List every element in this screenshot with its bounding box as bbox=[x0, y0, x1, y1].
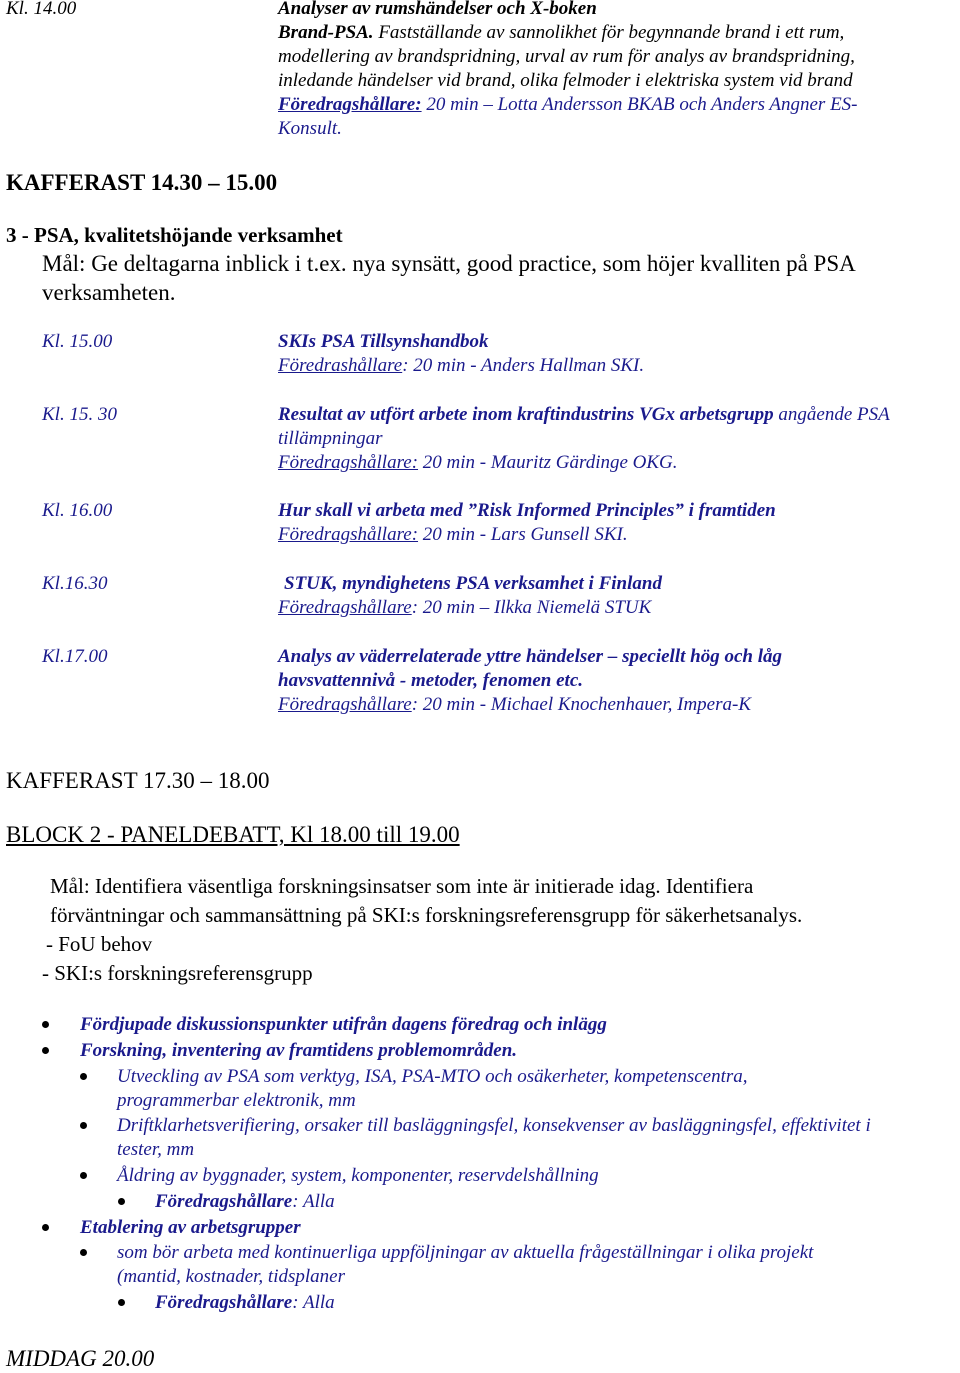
speaker-text: : Alla bbox=[292, 1292, 335, 1313]
block-2-heading: BLOCK 2 - PANELDEBATT, Kl 18.00 till 19.00 bbox=[6, 822, 460, 847]
session-speaker-line-cont: Konsult. bbox=[278, 118, 342, 139]
session-speaker-gardinge bbox=[278, 451, 678, 475]
session-time-1600: Kl. 16.00 bbox=[42, 500, 113, 521]
speaker-label: Föredrashållare bbox=[278, 355, 403, 376]
session-speaker-hallman bbox=[278, 354, 644, 378]
block-2-goal-line4: - SKI:s forskningsreferensgrupp bbox=[42, 961, 313, 985]
session-speaker-gunsell bbox=[278, 523, 628, 547]
speaker-text: : 20 min - Anders Hallman SKI. bbox=[402, 355, 645, 376]
speaker-label: Föredragshållare bbox=[155, 1292, 293, 1313]
dinner: MIDDAG 20.00 bbox=[6, 1346, 155, 1371]
speaker-label: Föredragshållare bbox=[278, 694, 412, 715]
speaker-text: 20 min - Mauritz Gärdinge OKG. bbox=[418, 452, 678, 473]
session-speaker-knochenhauer bbox=[278, 693, 751, 717]
block-2-goal-line3: - FoU behov bbox=[46, 932, 153, 956]
session-title-rest: angående PSA bbox=[773, 404, 890, 425]
section-3-heading: 3 - PSA, kvalitetshöjande verksamhet bbox=[6, 223, 343, 247]
session-time-1630: Kl.16.30 bbox=[42, 573, 108, 594]
section-3-goal-line1: Mål: Ge deltagarna inblick i t.ex. nya synsätt, good practice, som höjer kvalliten på PSA bbox=[42, 251, 856, 276]
session-title-rumshandelser: Analyser av rumshändelser och X-boken bbox=[278, 0, 597, 19]
speaker-text: 20 min – Lotta Andersson BKAB och Anders Angner ES- bbox=[421, 94, 858, 115]
session-description-line3: inledande händelser vid brand, olika felmoder i elektriska system vid brand bbox=[278, 70, 853, 91]
session-speaker-niemela bbox=[278, 596, 651, 620]
bullet-dot bbox=[42, 1047, 49, 1054]
sub-bullet-speaker-alla-2 bbox=[155, 1291, 335, 1315]
session-subtitle-line bbox=[278, 21, 844, 45]
bullet-forskning: Forskning, inventering av framtidens problemområden. bbox=[80, 1040, 518, 1061]
session-subtitle: Brand-PSA. bbox=[278, 22, 374, 43]
speaker-label: Föredragshållare bbox=[278, 597, 412, 618]
coffee-break-2: KAFFERAST 17.30 – 18.00 bbox=[6, 768, 270, 793]
bullet-dot bbox=[42, 1021, 49, 1028]
session-title-vgx-cont: tillämpningar bbox=[278, 428, 383, 449]
sub-bullet-speaker-alla-1 bbox=[155, 1190, 335, 1214]
session-title-bold: Resultat av utfört arbete inom kraftindustrins VGx arbetsgrupp bbox=[278, 404, 774, 425]
session-time-1700: Kl.17.00 bbox=[42, 646, 108, 667]
speaker-text: 20 min - Lars Gunsell SKI. bbox=[418, 524, 628, 545]
session-title-vader-line1: Analys av väderrelaterade yttre händelser – speciellt hög och låg bbox=[278, 646, 782, 667]
speaker-text: : 20 min – Ilkka Niemelä STUK bbox=[411, 597, 652, 618]
bullet-dot bbox=[118, 1198, 125, 1205]
speaker-text: : 20 min - Michael Knochenhauer, Impera-K bbox=[411, 694, 751, 715]
sub-bullet-driftklarhet-line1: Driftklarhetsverifiering, orsaker till basläggningsfel, konsekvenser av basläggningsfel, effektivitet i bbox=[117, 1115, 871, 1136]
coffee-break-1: KAFFERAST 14.30 – 15.00 bbox=[6, 170, 278, 195]
bullet-dot bbox=[80, 1073, 87, 1080]
session-time-1530: Kl. 15. 30 bbox=[42, 404, 117, 425]
session-time-1400: Kl. 14.00 bbox=[6, 0, 77, 19]
speaker-label: Föredragshållare: bbox=[278, 94, 422, 115]
session-description-line1: Fastställande av sannolikhet för begynnande brand i ett rum, bbox=[378, 22, 845, 43]
block-2-goal-line2: förväntningar och sammansättning på SKI:s forskningsreferensgrupp för säkerhetsanalys. bbox=[50, 903, 803, 927]
speaker-label: Föredragshållare bbox=[155, 1191, 293, 1212]
bullet-fordjupade: Fördjupade diskussionspunkter utifrån dagens föredrag och inlägg bbox=[80, 1014, 607, 1035]
session-speaker-line bbox=[278, 93, 858, 117]
session-title-vader-line2: havsvattennivå - metoder, fenomen etc. bbox=[278, 670, 584, 691]
speaker-text: : Alla bbox=[292, 1191, 335, 1212]
sub-bullet-utveckling-line1: Utveckling av PSA som verktyg, ISA, PSA-MTO och osäkerheter, kompetenscentra, bbox=[117, 1066, 748, 1087]
session-title-tillsynshandbok: SKIs PSA Tillsynshandbok bbox=[278, 331, 489, 352]
bullet-dot bbox=[80, 1122, 87, 1129]
section-3-goal-line2: verksamheten. bbox=[42, 280, 176, 305]
speaker-label: Föredragshållare: bbox=[278, 452, 419, 473]
sub-bullet-uppfoljningar-line1: som bör arbeta med kontinuerliga uppföljningar av aktuella frågeställningar i olika projekt bbox=[117, 1242, 814, 1263]
session-description-line2: modellering av brandspridning, urval av rum för analys av brandspridning, bbox=[278, 46, 855, 67]
sub-bullet-aldring: Åldring av byggnader, system, komponenter, reservdelshållning bbox=[117, 1165, 599, 1186]
session-title-stuk: STUK, myndighetens PSA verksamhet i Finland bbox=[284, 573, 662, 594]
speaker-label: Föredragshållare: bbox=[278, 524, 419, 545]
bullet-dot bbox=[80, 1249, 87, 1256]
bullet-dot bbox=[80, 1172, 87, 1179]
bullet-etablering: Etablering av arbetsgrupper bbox=[80, 1217, 301, 1238]
session-title-vgx bbox=[278, 403, 890, 427]
bullet-dot bbox=[42, 1224, 49, 1231]
session-time-1500: Kl. 15.00 bbox=[42, 331, 113, 352]
bullet-dot bbox=[118, 1299, 125, 1306]
sub-bullet-driftklarhet-line2: tester, mm bbox=[117, 1139, 195, 1160]
sub-bullet-utveckling-line2: programmerbar elektronik, mm bbox=[117, 1090, 356, 1111]
block-2-goal-line1: Mål: Identifiera väsentliga forskningsinsatser som inte är initierade idag. Identifiera bbox=[50, 874, 754, 898]
session-title-risk-informed: Hur skall vi arbeta med ”Risk Informed Principles” i framtiden bbox=[278, 500, 776, 521]
sub-bullet-uppfoljningar-line2: (mantid, kostnader, tidsplaner bbox=[117, 1266, 345, 1287]
